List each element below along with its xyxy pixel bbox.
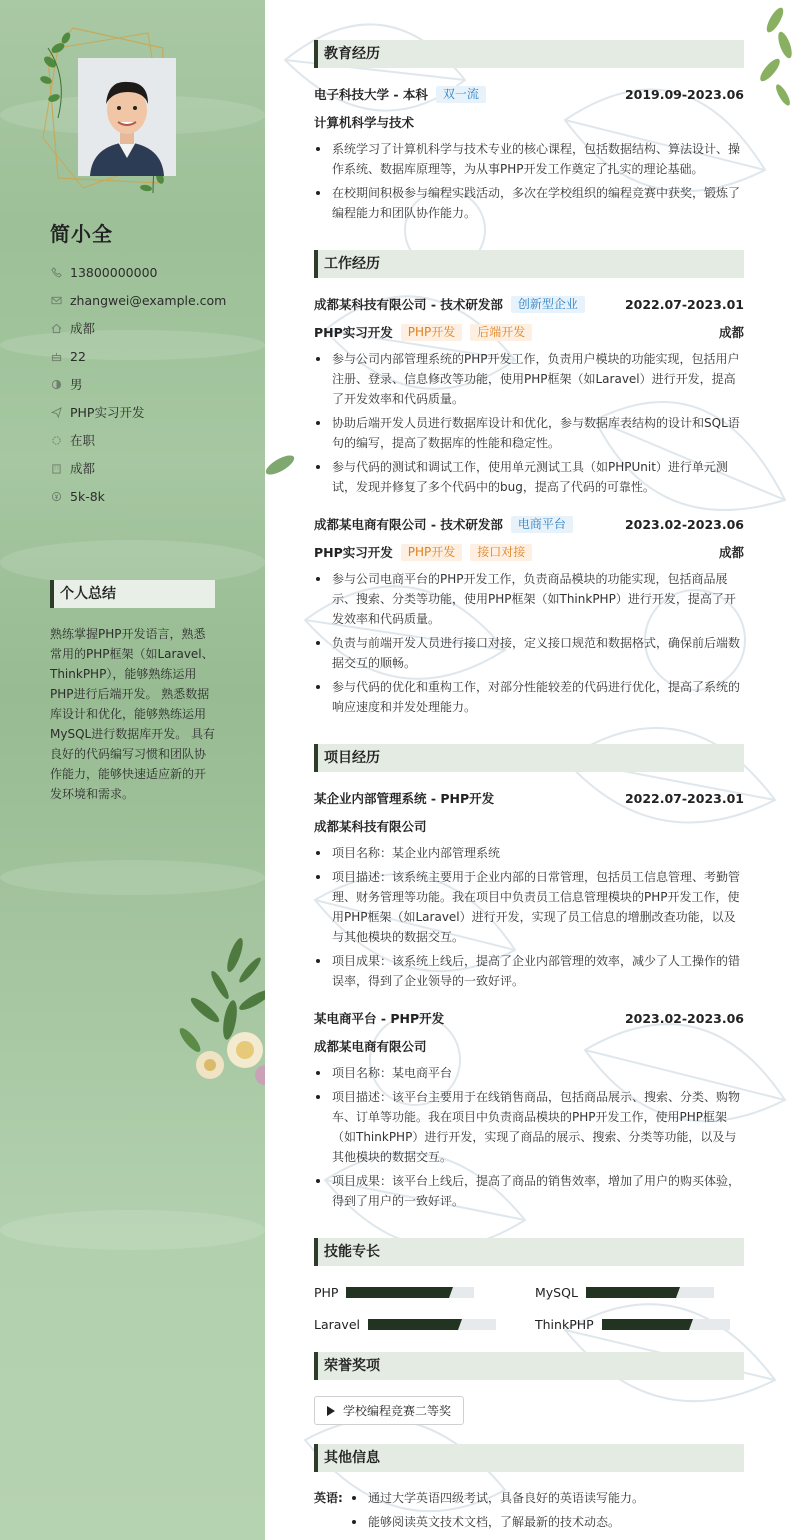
summary-title: 个人总结 bbox=[50, 580, 215, 608]
list-item: 参与公司内部管理系统的PHP开发工作，负责用户模块的功能实现，包括用户注册、登录、信息修改等功能，使用PHP框架（如Laravel）进行开发，提高了开发效率和代码质量。 bbox=[314, 349, 744, 409]
education-title: 教育经历 bbox=[314, 40, 744, 68]
city-text: 成都 bbox=[70, 321, 96, 336]
job-2-city: 成都 bbox=[718, 545, 744, 560]
awards-title: 荣誉奖项 bbox=[314, 1352, 744, 1380]
education-major: 计算机科学与技术 bbox=[314, 115, 415, 130]
texture-streak bbox=[0, 1210, 265, 1250]
other-label: 英语: bbox=[314, 1491, 343, 1505]
job-2-period: 2023.02-2023.06 bbox=[624, 516, 744, 532]
skill-php bbox=[314, 1283, 474, 1301]
project-2-period: 2023.02-2023.06 bbox=[624, 1010, 744, 1026]
other-list bbox=[348, 1488, 744, 1536]
list-item: 项目名称：某企业内部管理系统 bbox=[314, 843, 744, 863]
education-period: 2019.09-2023.06 bbox=[624, 86, 744, 102]
skill-bar bbox=[602, 1319, 730, 1330]
list-item: 负责与前端开发人员进行接口对接，定义接口规范和数据格式，确保前后端数据交互的顺畅。 bbox=[314, 633, 744, 673]
education-major-row bbox=[314, 113, 744, 131]
project-2-name: 某电商平台 - PHP开发 bbox=[314, 1011, 445, 1026]
project-2-company: 成都某电商有限公司 bbox=[314, 1039, 427, 1054]
info-position bbox=[50, 398, 226, 426]
job-2-header bbox=[314, 515, 744, 533]
triangle-right-icon bbox=[327, 1406, 335, 1416]
texture-streak bbox=[0, 540, 265, 585]
job-2-role: PHP实习开发 bbox=[314, 545, 393, 560]
contact-info-list bbox=[50, 258, 226, 510]
skill-bar bbox=[346, 1287, 474, 1298]
list-item: 项目成果：该系统上线后，提高了企业内部管理的效率，减少了人工操作的错误率，得到了企业领导的一致好评。 bbox=[314, 951, 744, 991]
info-salary bbox=[50, 482, 226, 510]
project-2-company-row bbox=[314, 1037, 744, 1055]
job-2-company: 成都某电商有限公司 - 技术研发部 bbox=[314, 517, 503, 532]
skill-name: ThinkPHP bbox=[535, 1316, 594, 1332]
position-text: PHP实习开发 bbox=[70, 405, 145, 420]
gender-icon bbox=[50, 378, 62, 390]
project-1-period: 2022.07-2023.01 bbox=[624, 790, 744, 806]
job-2-tag: 接口对接 bbox=[470, 544, 532, 561]
cake-icon bbox=[50, 350, 62, 362]
portrait-icon bbox=[78, 58, 176, 176]
avatar bbox=[78, 58, 176, 176]
skill-name: PHP bbox=[314, 1284, 339, 1300]
skill-bar-fill bbox=[586, 1287, 676, 1298]
send-icon bbox=[50, 406, 62, 418]
gender-text: 男 bbox=[70, 377, 83, 392]
other-title: 其他信息 bbox=[314, 1444, 744, 1472]
list-item: 通过大学英语四级考试，具备良好的英语读写能力。 bbox=[348, 1488, 744, 1508]
job-1-role: PHP实习开发 bbox=[314, 325, 393, 340]
main-content bbox=[265, 0, 794, 1540]
project-1-header bbox=[314, 789, 744, 807]
skill-bar-fill bbox=[602, 1319, 689, 1330]
building-icon bbox=[50, 462, 62, 474]
target-city-text: 成都 bbox=[70, 461, 96, 476]
job-2-company-tag: 电商平台 bbox=[511, 516, 573, 533]
job-1-tag: 后端开发 bbox=[470, 324, 532, 341]
job-1-header bbox=[314, 295, 744, 313]
list-item: 项目成果：该平台上线后，提高了商品的销售效率，增加了用户的购买体验，得到了用户的一致好评。 bbox=[314, 1171, 744, 1211]
education-header bbox=[314, 85, 744, 103]
skill-mysql bbox=[535, 1283, 714, 1301]
home-icon bbox=[50, 322, 62, 334]
mail-icon bbox=[50, 294, 62, 306]
skill-name: Laravel bbox=[314, 1316, 360, 1332]
info-email bbox=[50, 286, 226, 314]
info-phone bbox=[50, 258, 226, 286]
list-item: 参与代码的优化和重构工作，对部分性能较差的代码进行优化，提高了系统的响应速度和并发处理能力。 bbox=[314, 677, 744, 717]
school-name: 电子科技大学 - 本科 bbox=[314, 87, 428, 102]
list-item: 参与代码的测试和调试工作，使用单元测试工具（如PHPUnit）进行单元测试，发现并修复了多个代码中的bug，提高了代码的可靠性。 bbox=[314, 457, 744, 497]
job-1-bullets bbox=[314, 349, 744, 501]
award-item[interactable] bbox=[314, 1396, 464, 1425]
list-item: 参与公司电商平台的PHP开发工作，负责商品模块的功能实现，包括商品展示、搜索、分类等功能，使用PHP框架（如ThinkPHP）进行开发，提高了开发效率和代码质量。 bbox=[314, 569, 744, 629]
job-1-city: 成都 bbox=[718, 325, 744, 340]
job-2-role-row bbox=[314, 543, 744, 561]
project-2-header bbox=[314, 1009, 744, 1027]
list-item: 项目描述：该系统主要用于企业内部的日常管理，包括员工信息管理、考勤管理、财务管理等功能。我在项目中负责员工信息管理模块的PHP开发工作，使用PHP框架（如Laravel）进行开发，实现了员工信息的增删改查功能，以及与其他模块的数据交互。 bbox=[314, 867, 744, 947]
list-item: 项目名称：某电商平台 bbox=[314, 1063, 744, 1083]
list-item: 能够阅读英文技术文档，了解最新的技术动态。 bbox=[348, 1512, 744, 1532]
work-title: 工作经历 bbox=[314, 250, 744, 278]
skill-name: MySQL bbox=[535, 1284, 578, 1300]
phone-text: 13800000000 bbox=[70, 264, 158, 280]
skill-bar bbox=[586, 1287, 714, 1298]
project-1-name: 某企业内部管理系统 - PHP开发 bbox=[314, 791, 495, 806]
job-1-company-tag: 创新型企业 bbox=[511, 296, 585, 313]
skill-bar-fill bbox=[368, 1319, 458, 1330]
job-1-role-row bbox=[314, 323, 744, 341]
info-target-city bbox=[50, 454, 226, 482]
profile-name: 简小全 bbox=[50, 222, 113, 246]
info-age bbox=[50, 342, 226, 370]
status-icon bbox=[50, 434, 62, 446]
job-1-company: 成都某科技有限公司 - 技术研发部 bbox=[314, 297, 503, 312]
list-item: 协助后端开发人员进行数据库设计和优化，参与数据库表结构的设计和SQL语句的编写，提高了数据库的性能和稳定性。 bbox=[314, 413, 744, 453]
photo-frame bbox=[28, 18, 178, 203]
age-text: 22 bbox=[70, 348, 86, 364]
project-2-bullets bbox=[314, 1063, 744, 1215]
texture-streak bbox=[0, 860, 265, 895]
skill-laravel bbox=[314, 1315, 496, 1333]
skill-bar-fill bbox=[346, 1287, 448, 1298]
project-1-company-row bbox=[314, 817, 744, 835]
list-item: 项目描述：该平台主要用于在线销售商品，包括商品展示、搜索、分类、购物车、订单等功能。我在项目中负责商品模块的PHP开发工作，使用PHP框架（如ThinkPHP）进行开发，实现了商品的展示、搜索、分类等功能，以及与其他模块的数据交互。 bbox=[314, 1087, 744, 1167]
summary-text: 熟练掌握PHP开发语言，熟悉常用的PHP框架（如Laravel、ThinkPHP），能够熟练运用PHP进行后端开发。 熟悉数据库设计和优化，能够熟练运用MySQL进行数据库开发。 具有良好的代码编写习惯和团队协作能力，能够快速适应新的开发环境和需求。 bbox=[50, 627, 216, 801]
info-city bbox=[50, 314, 226, 342]
job-2-bullets bbox=[314, 569, 744, 721]
skill-bar bbox=[368, 1319, 496, 1330]
salary-text: 5k-8k bbox=[70, 488, 105, 504]
phone-icon bbox=[50, 266, 62, 278]
project-1-bullets bbox=[314, 843, 744, 995]
project-1-company: 成都某科技有限公司 bbox=[314, 819, 427, 834]
award-label: 学校编程竞赛二等奖 bbox=[343, 1404, 452, 1418]
flower-decoration-icon bbox=[175, 925, 265, 1090]
list-item: 系统学习了计算机科学与技术专业的核心课程，包括数据结构、算法设计、操作系统、数据库原理等，为从事PHP开发工作奠定了扎实的理论基础。 bbox=[314, 139, 744, 179]
job-1-period: 2022.07-2023.01 bbox=[624, 296, 744, 312]
school-tag: 双一流 bbox=[436, 86, 486, 103]
list-item: 在校期间积极参与编程实践活动，多次在学校组织的编程竞赛中获奖，锻炼了编程能力和团队协作能力。 bbox=[314, 183, 744, 223]
salary-icon bbox=[50, 490, 62, 502]
email-text: zhangwei@example.com bbox=[70, 292, 227, 308]
education-bullets bbox=[314, 139, 744, 227]
job-1-tag: PHP开发 bbox=[401, 324, 463, 341]
info-status bbox=[50, 426, 226, 454]
job-2-tag: PHP开发 bbox=[401, 544, 463, 561]
sidebar bbox=[0, 0, 265, 1540]
skills-title: 技能专长 bbox=[314, 1238, 744, 1266]
status-text: 在职 bbox=[70, 433, 96, 448]
projects-title: 项目经历 bbox=[314, 744, 744, 772]
skill-thinkphp bbox=[535, 1315, 730, 1333]
info-gender bbox=[50, 370, 226, 398]
